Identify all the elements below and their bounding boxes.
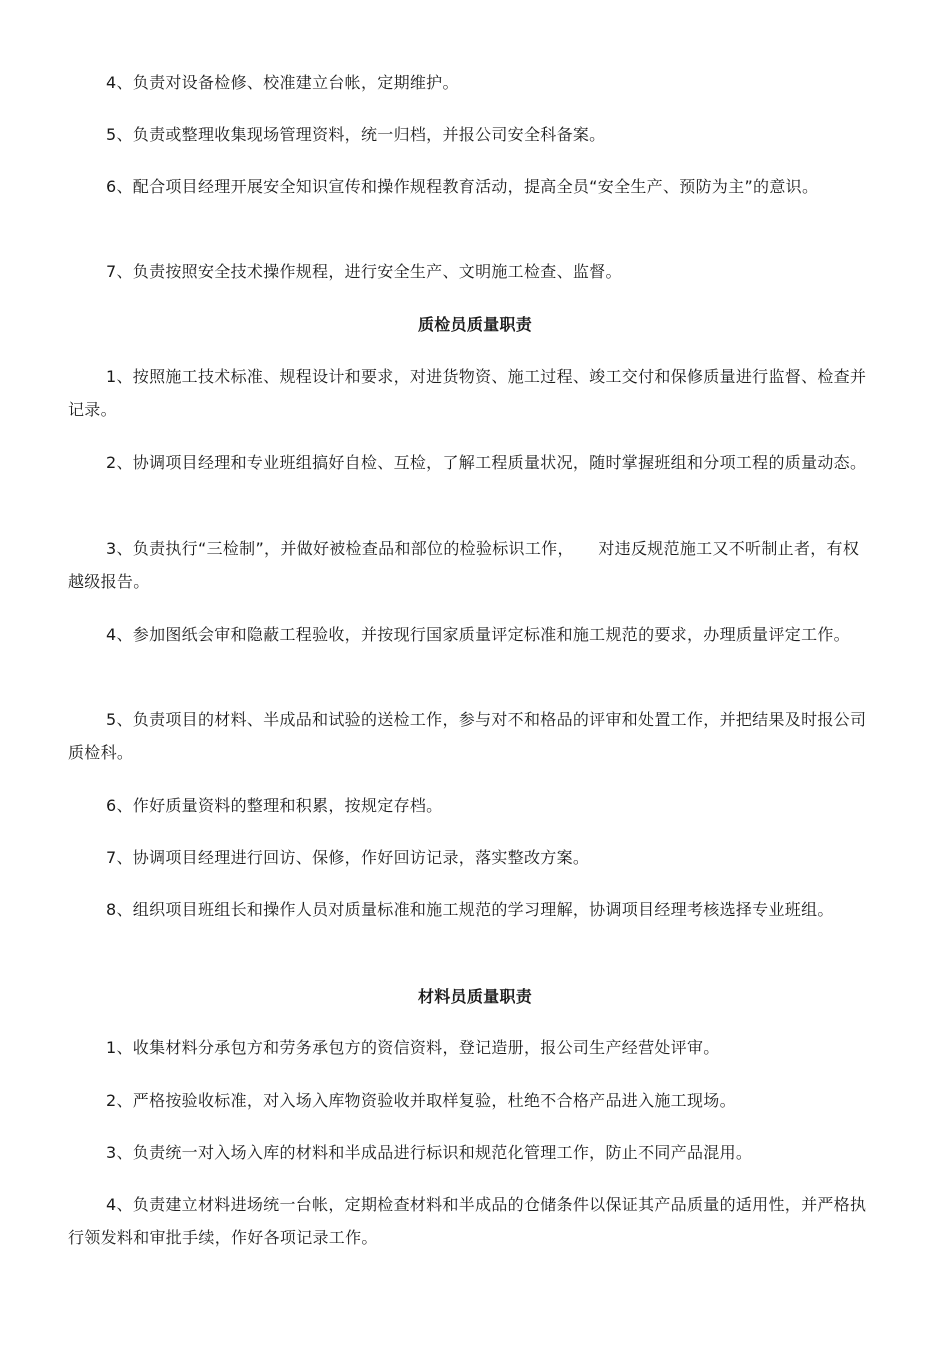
duty-item: 7、协调项目经理进行回访、保修，作好回访记录，落实整改方案。 — [106, 848, 590, 867]
duty-item: 4、负责对设备检修、校准建立台帐，定期维护。 — [106, 73, 459, 92]
duty-item: 3、负责统一对入场入库的材料和半成品进行标识和规范化管理工作，防止不同产品混用。 — [106, 1143, 753, 1162]
duty-item: 2、协调项目经理和专业班组搞好自检、互检，了解工程质量状况，随时掌握班组和分项工程的质量动态。 — [106, 453, 867, 472]
duty-item: 4、参加图纸会审和隐蔽工程验收，并按现行国家质量评定标准和施工规范的要求，办理质量评定工作。 — [106, 625, 850, 644]
duty-item: 1、按照施工技术标准、规程设计和要求，对进货物资、施工过程、竣工交付和保修质量进行监督、检查并记录。 — [68, 367, 867, 419]
duty-item: 1、收集材料分承包方和劳务承包方的资信资料，登记造册，报公司生产经营处评审。 — [106, 1038, 720, 1057]
duty-item: 5、负责项目的材料、半成品和试验的送检工作，参与对不和格品的评审和处置工作，并把结果及时报公司质检科。 — [68, 710, 867, 762]
duty-item: 5、负责或整理收集现场管理资料，统一归档，并报公司安全科备案。 — [106, 125, 606, 144]
duty-item: 6、配合项目经理开展安全知识宣传和操作规程教育活动，提高全员“安全生产、预防为主”的意识。 — [106, 177, 819, 196]
duty-item: 6、作好质量资料的整理和积累，按规定存档。 — [106, 796, 443, 815]
duty-item: 7、负责按照安全技术操作规程，进行安全生产、文明施工检查、监督。 — [106, 262, 622, 281]
section-title-material-clerk: 材料员质量职责 — [417, 987, 533, 1006]
duty-item: 8、组织项目班组长和操作人员对质量标准和施工规范的学习理解，协调项目经理考核选择专业班组。 — [106, 900, 834, 919]
section-title-quality-inspector: 质检员质量职责 — [417, 315, 533, 334]
duty-item: 2、严格按验收标准，对入场入库物资验收并取样复验，杜绝不合格产品进入施工现场。 — [106, 1091, 736, 1110]
duty-item: 4、负责建立材料进场统一台帐，定期检查材料和半成品的仓储条件以保证其产品质量的适用性，并严格执行领发料和审批手续，作好各项记录工作。 — [68, 1195, 867, 1247]
duty-item: 3、负责执行“三检制”，并做好被检查品和部位的检验标识工作， 对违反规范施工又不听制止者，有权越级报告。 — [68, 539, 860, 591]
